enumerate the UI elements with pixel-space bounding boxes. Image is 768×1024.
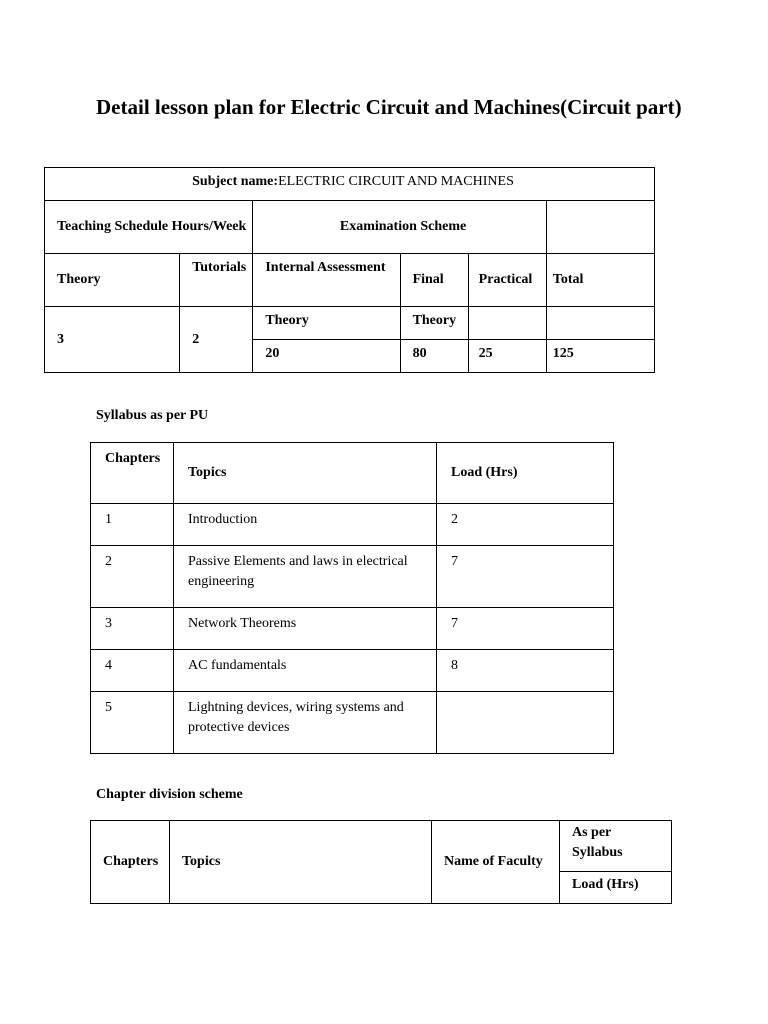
total-empty-cell (546, 307, 654, 340)
chapter-load: 2 (437, 504, 614, 546)
examination-scheme-header: Examination Scheme (253, 201, 546, 254)
theory-hours-value: 3 (45, 307, 180, 373)
syllabus-table (90, 442, 614, 754)
faculty-header: Name of Faculty (432, 821, 560, 904)
final-header: Final (400, 254, 468, 307)
as-per-syllabus-header: As per Syllabus (560, 821, 672, 872)
chapter-load: 7 (437, 546, 614, 608)
chapter-number: 1 (91, 504, 174, 546)
internal-marks-value: 20 (253, 340, 400, 373)
subject-name-value: ELECTRIC CIRCUIT AND MACHINES (278, 174, 514, 189)
theory-header: Theory (45, 254, 180, 307)
division-topics-header: Topics (170, 821, 432, 904)
tutorial-hours-value: 2 (180, 307, 253, 373)
load-header: Load (Hrs) (437, 443, 614, 504)
division-load-header: Load (Hrs) (560, 872, 672, 904)
tutorials-header: Tutorials (180, 254, 253, 307)
topics-header: Topics (174, 443, 437, 504)
final-marks-value: 80 (400, 340, 468, 373)
chapter-topic: Introduction (174, 504, 437, 546)
chapter-topic: Network Theorems (174, 608, 437, 650)
teaching-schedule-header: Teaching Schedule Hours/Week (45, 201, 253, 254)
chapter-topic: AC fundamentals (174, 650, 437, 692)
total-marks-value: 125 (546, 340, 654, 373)
division-chapters-header: Chapters (91, 821, 170, 904)
chapter-number: 3 (91, 608, 174, 650)
chapter-load: 7 (437, 608, 614, 650)
practical-header: Practical (468, 254, 546, 307)
chapter-division-table (90, 820, 672, 904)
chapter-load: 8 (437, 650, 614, 692)
document-title: Detail lesson plan for Electric Circuit and Machines(Circuit part) (96, 95, 682, 119)
subject-name-label: Subject name: (192, 174, 279, 189)
chapter-number: 5 (91, 692, 174, 754)
final-theory-label: Theory (400, 307, 468, 340)
practical-marks-value: 25 (468, 340, 546, 373)
chapter-topic: Lightning devices, wiring systems and protective devices (174, 692, 437, 754)
chapter-load (437, 692, 614, 754)
chapters-header: Chapters (91, 443, 174, 504)
syllabus-heading: Syllabus as per PU (96, 408, 209, 423)
internal-assessment-header: Internal Assessment (253, 254, 400, 307)
subject-name-cell (45, 168, 655, 201)
total-header: Total (546, 254, 654, 307)
chapter-number: 2 (91, 546, 174, 608)
subject-scheme-table (44, 167, 655, 373)
internal-theory-label: Theory (253, 307, 400, 340)
practical-empty-cell (468, 307, 546, 340)
chapter-topic: Passive Elements and laws in electrical engineering (174, 546, 437, 608)
division-heading: Chapter division scheme (96, 787, 243, 802)
empty-header-cell (546, 201, 654, 254)
chapter-number: 4 (91, 650, 174, 692)
